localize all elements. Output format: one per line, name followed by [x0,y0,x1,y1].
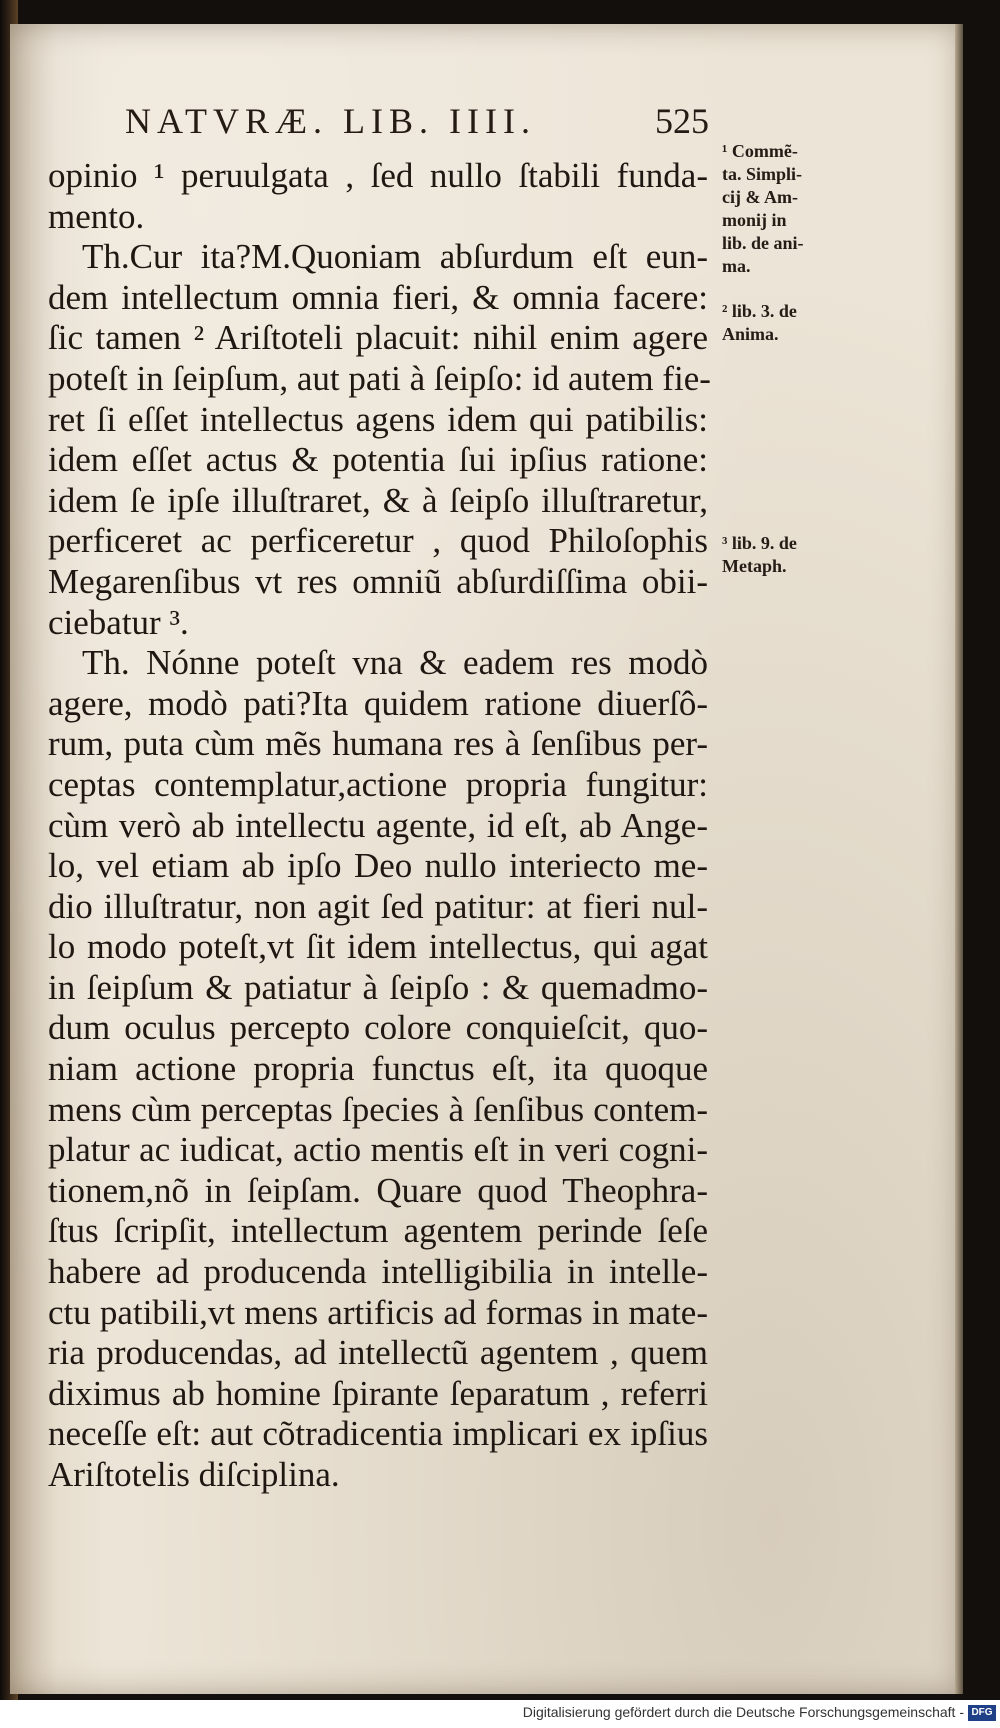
text-line: ria producendas, ad intellectũ agentem , quem [48,1333,708,1373]
text-line: opinio ¹ peruulgata , ſed nullo ſtabili funda- [48,156,708,195]
text-line: niam actione propria functus eſt, ita quoque [48,1049,708,1089]
running-head-title: NATVRÆ. LIB. IIII. [125,101,536,141]
text-line: poteſt in ſeipſum, aut pati à ſeipſo: id autem fie- [48,358,711,398]
text-line: ciebatur ³. [48,602,189,642]
body-text [48,156,711,1496]
text-line: diximus ab homine ſpirante ſeparatum , referri [48,1373,708,1413]
margin-note-line: ² lib. 3. de [722,301,797,321]
margin-note [722,140,842,278]
margin-note-line: ³ lib. 9. de [722,533,797,553]
text-line: habere ad producenda intelligibilia in intelle- [48,1252,708,1292]
dfg-logo: DFG [968,1705,996,1721]
text-line: platur ac iudicat, actio mentis eſt in veri cogni- [48,1130,708,1170]
margin-note-line: ma. [722,256,751,276]
text-line: Th. Nónne poteſt vna & eadem res modò [82,643,708,683]
margin-note-line: Metaph. [722,556,787,576]
text-line: lo modo poteſt,vt ſit idem intellectus, qui agat [48,927,708,967]
margin-note-line: ¹ Commẽ- [722,141,798,161]
text-line: dum oculus percepto colore conquieſcit, quo- [48,1008,708,1048]
text-line: ctu patibili,vt mens artificis ad formas in mate- [48,1292,708,1332]
text-line: idem eſſet actus & potentia ſui ipſius ratione: [48,440,708,480]
text-line: lo, vel etiam ab ipſo Deo nullo interiecto me- [48,846,708,886]
text-line: ceptas contemplatur,actione propria fungitur: [48,764,708,804]
text-line: in ſeipſum & patiatur à ſeipſo : & quemadmo- [48,967,708,1007]
text-line: Th.Cur ita?M.Quoniam abſurdum eſt eun- [82,237,708,277]
text-line: agere, modò pati?Ita quidem ratione diuerſô- [48,683,708,723]
page-edge [955,24,963,1694]
text-line: perficeret ac perficeretur , quod Philoſophis [48,521,708,561]
text-line: neceſſe eſt: aut cõtradicentia implicari ex ipſius [48,1414,708,1454]
text-line: idem ſe ipſe illuſtraret, & à ſeipſo illuſtraretur, [48,480,708,520]
footer-strip [0,1700,1000,1728]
digitization-credit: Digitalisierung gefördert durch die Deutsche Forschungsgemeinschaft - [522,1704,964,1720]
margin-note-line: ta. Simpli- [722,164,803,184]
text-line: ſic tamen ² Ariſtoteli placuit: nihil enim agere [48,318,708,358]
text-line: cùm verò ab intellectu agente, id eſt, ab Ange- [48,805,708,845]
text-line: rum, puta cùm mẽs humana res à ſenſibus per- [48,724,708,764]
text-line: Megarenſibus vt res omniũ abſurdiſſima obii- [48,561,708,601]
margin-note-line: monij in [722,210,787,230]
margin-note [722,532,842,578]
text-line: mens cùm perceptas ſpecies à ſenſibus contem- [48,1089,708,1129]
text-line: ſtus ſcripſit, intellectum agentem perinde ſeſe [48,1211,708,1251]
text-line: Ariſtotelis diſciplina. [48,1455,340,1494]
margin-note-line: cij & Am- [722,187,798,207]
running-head [125,100,725,146]
text-line: dem intellectum omnia fieri, & omnia facere: [48,277,708,317]
text-line: tionem,nõ in ſeipſam. Quare quod Theophra- [48,1170,708,1210]
margin-note-line: lib. de ani- [722,233,804,253]
margin-note [722,300,842,346]
text-line: dio illuſtratur, non agit ſed patitur: at fieri nul- [48,886,708,926]
text-line: ret ſi eſſet intellectus agens idem qui patibilis: [48,399,708,439]
text-line: mento. [48,196,145,236]
margin-note-line: Anima. [722,324,779,344]
page-number: 525 [655,101,709,141]
